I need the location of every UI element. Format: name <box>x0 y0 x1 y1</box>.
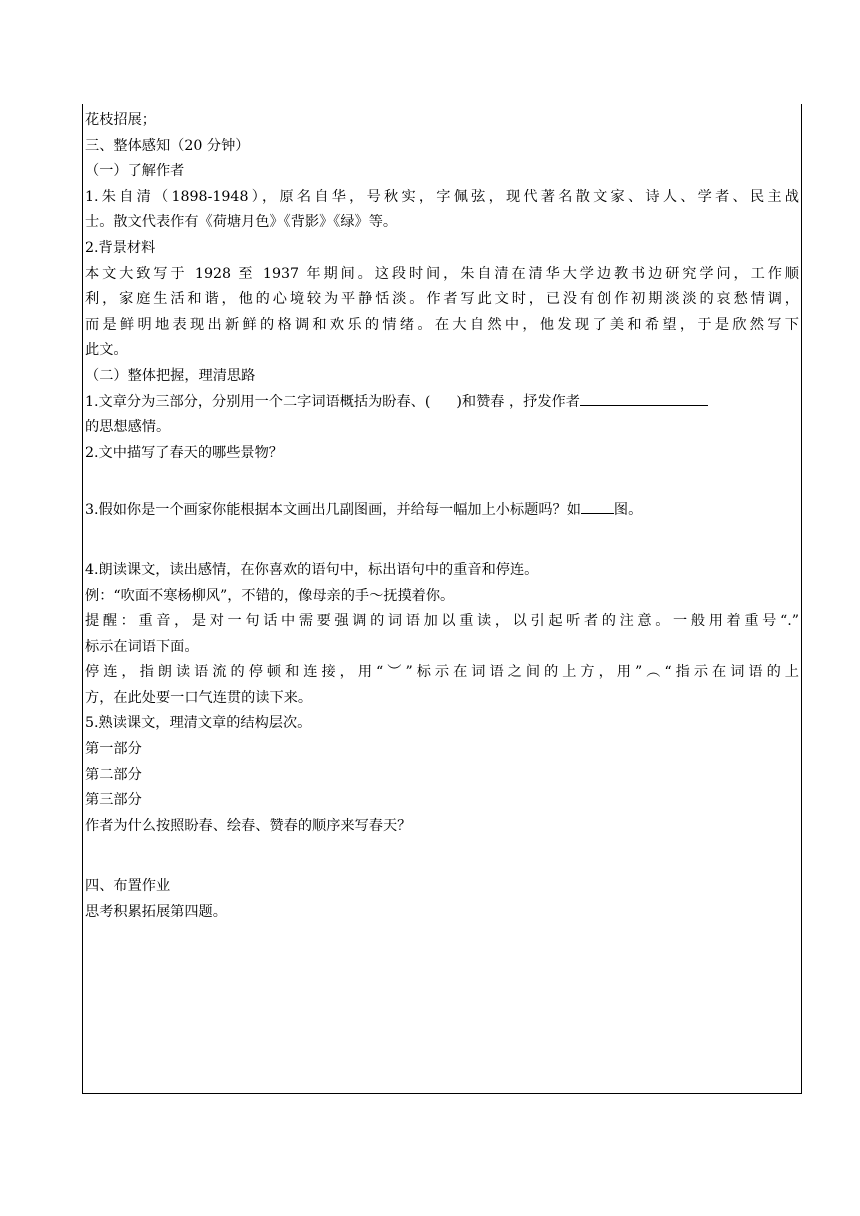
section-heading-homework: 四、布置作业 <box>85 878 171 895</box>
section-heading-overall-perception: 三、整体感知（20 分钟） <box>85 137 250 154</box>
reminder-stress-line-1: 提醒：重音，是对一句话中需要强调的词语加以重读，以引起听者的注意。一般用着重号“.” <box>85 613 799 630</box>
background-line-4: 此文。 <box>85 342 128 359</box>
part-one-label: 第一部分 <box>85 741 142 758</box>
answer-space <box>85 524 799 558</box>
example-line: 例：“吹面不寒杨柳风”，不错的，像母亲的手～抚摸着你。 <box>85 587 455 604</box>
part-two-label: 第二部分 <box>85 766 142 783</box>
structure-question: 作者为什么按照盼春、绘春、赞春的顺序来写春天？ <box>85 817 412 834</box>
author-intro-line-1: 1.朱自清（1898-1948），原名自华，号秋实，字佩弦，现代著名散文家、诗人、学者、民主战 <box>85 188 799 205</box>
subheading-background: 2.背景材料 <box>85 239 156 256</box>
reminder-stress-line-2: 标示在词语下面。 <box>85 638 199 655</box>
fill-in-blank-picture[interactable] <box>581 499 614 514</box>
question-3-part-b: 图。 <box>613 502 643 519</box>
subheading-know-author: （一）了解作者 <box>85 163 185 180</box>
question-3 <box>85 498 799 524</box>
question-2: 2.文中描写了春天的哪些景物？ <box>85 444 283 461</box>
reminder-pause-line-1: 停连，指朗读语流的停顿和连接，用“︶”标示在词语之间的上方，用”︵“指示在词语的上 <box>85 664 799 681</box>
background-line-2: 利，家庭生活和谐，他的心境较为平静恬淡。作者写此文时，已没有创作初期淡淡的哀愁情调， <box>85 291 799 308</box>
question-1-part-b: )和赞春 ，抒发作者 <box>456 393 580 410</box>
background-line-3: 而是鲜明地表现出新鲜的格调和欢乐的情绪。在大自然中，他发现了美和希望，于是欣然写下 <box>85 316 799 333</box>
question-1-end: 的思想感情。 <box>85 419 171 436</box>
fill-in-blank-emotion[interactable] <box>580 391 708 406</box>
part-three-label: 第三部分 <box>85 792 142 809</box>
reminder-pause-line-2: 方，在此处要一口气连贯的读下来。 <box>85 689 313 706</box>
question-5: 5.熟读课文，理清文章的结构层次。 <box>85 715 312 732</box>
question-4: 4.朗读课文，读出感情，在你喜欢的语句中，标出语句中的重音和停连。 <box>85 561 539 578</box>
question-1-part-a: 1.文章分为三部分，分别用一个二字词语概括为盼春、( <box>85 393 431 410</box>
question-3-part-a: 3.假如你是一个画家你能根据本文画出几副图画，并给每一幅加上小标题吗？如 <box>85 502 581 519</box>
background-line-1: 本文大致写于 1928 至 1937 年期间。这段时间，朱自清在清华大学边教书边研究学问，工作顺 <box>85 265 799 282</box>
author-intro-line-2: 士。散文代表作有《荷塘月色》《背影》《绿》等。 <box>85 214 398 231</box>
question-1 <box>85 390 799 416</box>
subheading-overall-grasp: （二）整体把握，理清思路 <box>85 367 256 384</box>
homework-text: 思考积累拓展第四题。 <box>85 904 227 921</box>
text-line: 花枝招展； <box>85 112 156 128</box>
lesson-table-cell <box>82 104 802 1094</box>
answer-space <box>85 466 799 498</box>
answer-space <box>85 839 799 874</box>
lesson-content <box>85 108 799 926</box>
